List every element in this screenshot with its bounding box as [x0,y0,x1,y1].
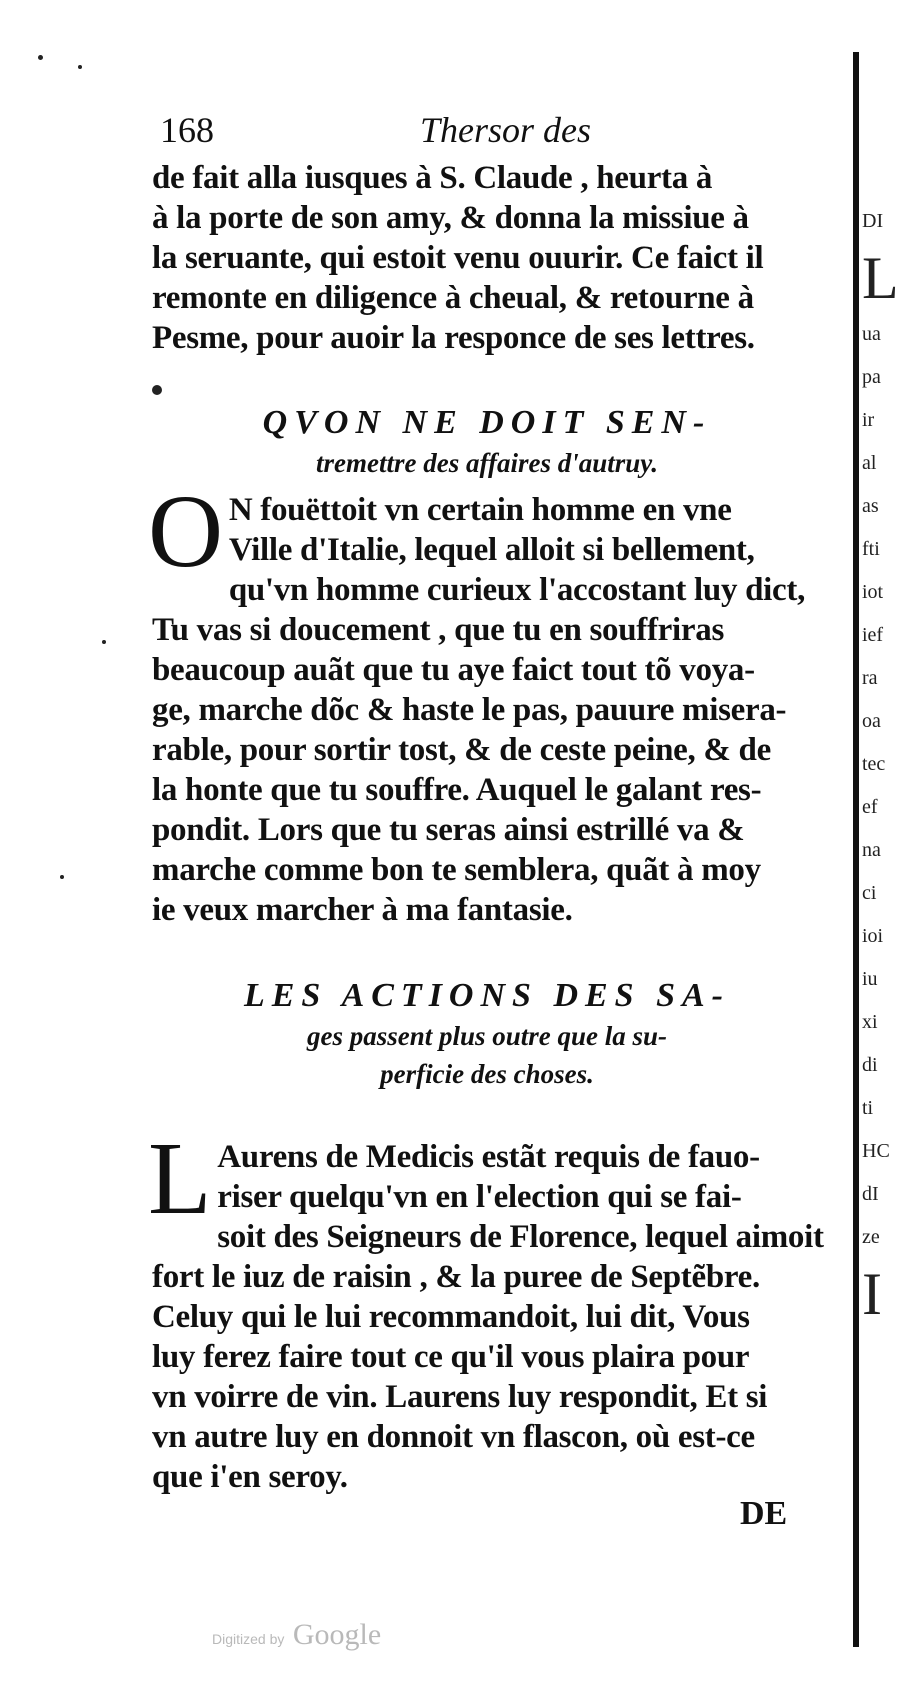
facing-fragment: DI [862,210,884,232]
facing-fragment: ci [862,882,877,904]
facing-fragment: iu [862,968,878,990]
digitization-watermark [212,1618,381,1652]
facing-fragment: fti [862,538,880,560]
text-line: qu'vn homme curieux l'accostant luy dict, [228,572,806,608]
section-heading-sub: perficie des choses. [380,1059,594,1089]
facing-fragment: xi [862,1011,878,1033]
section-heading-sub: ges passent plus outre que la su- [306,1021,668,1051]
text-line: marche comme bon te semblera, quãt à moy [152,852,761,888]
text-line: la honte que tu souffre. Auquel le galant res- [152,772,762,808]
text-line: luy ferez faire tout ce qu'il vous plaira pour [152,1339,750,1375]
facing-fragment: ra [862,667,878,689]
facing-fragment: ioi [862,925,884,947]
facing-fragment: oa [862,710,881,732]
text-line: que i'en seroy. [152,1459,348,1495]
facing-fragment-initial: L [862,245,899,311]
text-line: fort le iuz de raisin , & la puree de Septẽbre. [152,1259,760,1295]
text-line: Pesme, pour auoir la responce de ses lettres. [152,320,755,356]
facing-page-fragment [862,200,899,1500]
facing-fragment: as [862,495,879,517]
ink-speck [152,385,162,395]
paragraph-continuation [152,158,822,358]
text-line: vn voirre de vin. Laurens luy respondit, Et si [152,1379,768,1415]
page-gutter-edge [853,52,859,1647]
text-line: Aurens de Medicis estãt requis de fauo- [217,1139,760,1175]
section-heading [152,975,822,1093]
text-line: rable, pour sortir tost, & de ceste peine, & de [152,732,771,768]
catchword: DE [740,1495,788,1532]
text-line: riser quelqu'vn en l'election qui se fai- [217,1179,742,1215]
facing-fragment: ir [862,409,875,431]
section-heading-caps: QVON NE DOIT SEN- [262,404,712,441]
facing-fragment: HC [862,1140,890,1162]
facing-fragment: ti [862,1097,874,1119]
section-heading-caps: LES ACTIONS DES SA- [243,977,730,1014]
text-line: beaucoup auãt que tu aye faict tout tõ voya- [152,652,755,688]
ink-speck [102,640,106,644]
text-line: vn autre luy en donnoit vn flascon, où est-ce [152,1419,755,1455]
text-line: N fouëttoit vn certain homme en vne [228,492,732,528]
facing-fragment-initial: I [862,1261,882,1327]
text-line: de fait alla iusques à S. Claude , heurta à [152,160,713,196]
facing-fragment: iot [862,581,884,603]
running-header [160,108,800,152]
section-heading-sub: tremettre des affaires d'autruy. [316,448,658,478]
anecdote-paragraph [148,474,822,930]
ink-speck [60,875,64,879]
facing-fragment: pa [862,366,881,388]
facing-fragment: ze [862,1226,880,1248]
page-number: 168 [160,110,214,150]
anecdote-paragraph [148,1121,824,1497]
facing-fragment: tec [862,753,886,775]
watermark-prefix: Digitized by [212,1631,285,1647]
text-line: Tu vas si doucement , que tu en souffriras [152,612,724,648]
facing-fragment: ef [862,796,878,818]
text-line: à la porte de son amy, & donna la missiue à [152,200,749,236]
facing-fragment: di [862,1054,878,1076]
text-line: ge, marche dõc & haste le pas, pauure misera- [152,692,787,728]
drop-cap: L [148,1121,212,1236]
text-line: remonte en diligence à cheual, & retourne à [152,280,754,316]
facing-fragment: ief [862,624,884,646]
facing-fragment: na [862,839,881,861]
facing-fragment: al [862,452,877,474]
facing-fragment: dI [862,1183,879,1205]
text-line: la seruante, qui estoit venu ouurir. Ce faict il [152,240,764,276]
running-title: Thersor des [420,110,592,150]
text-line: pondit. Lors que tu seras ainsi estrillé va & [152,812,745,848]
text-line: Ville d'Italie, lequel alloit si bellement, [228,532,755,568]
ink-speck [38,55,43,60]
text-line: soit des Seigneurs de Florence, lequel aimoit [217,1219,824,1255]
text-line: ie veux marcher à ma fantasie. [152,892,573,928]
drop-cap: O [148,474,223,589]
text-line: Celuy qui le lui recommandoit, lui dit, Vous [152,1299,750,1335]
section-heading [152,402,822,482]
ink-speck [78,65,82,69]
facing-fragment: ua [862,323,881,345]
watermark-brand: Google [292,1618,382,1651]
